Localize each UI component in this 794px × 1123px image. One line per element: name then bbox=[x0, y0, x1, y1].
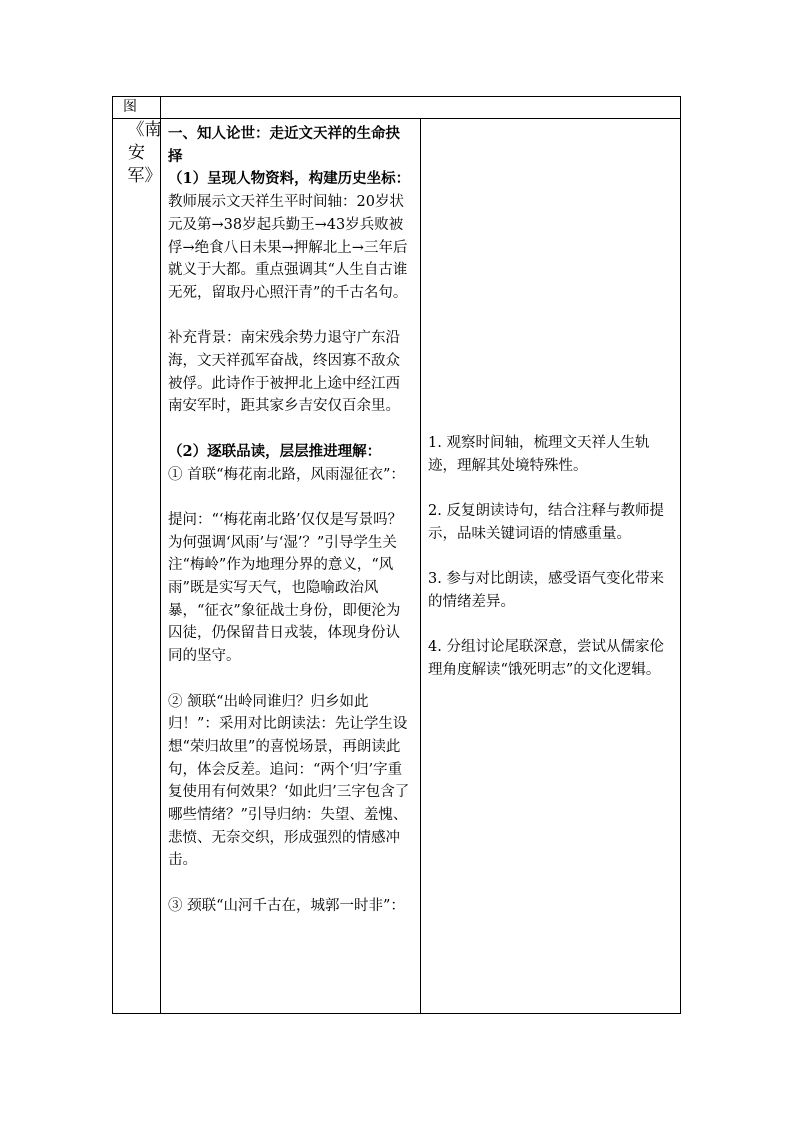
background-text: 补充背景：南宋残余势力退守广东沿海，文天祥孤军奋战，终因寡不敌众被俘。此诗作于被押北上途中经江西南安军时，距其家乡吉安仅百余里。 bbox=[168, 330, 400, 415]
teaching-content-cell bbox=[161, 119, 421, 1014]
item1-text: 提问：“‘梅花南北路’仅仅是写景吗？为何强调‘风雨’与‘湿’？”引导学生关注“梅岭”作为地理分界的意义，“风雨”既是实写天气，也隐喻政治风暴，“征衣”象征战士身份，即便沦为囚徒，仍保留昔日戎装，体现身份认同的坚守。 bbox=[168, 511, 403, 665]
item3-title: ③ 颈联“山河千古在，城郭一时非”： bbox=[168, 897, 405, 914]
header-label-cell bbox=[113, 97, 161, 119]
header-label: 图 bbox=[123, 99, 137, 115]
activity-item: 4. 分组讨论尾联深意，尝试从儒家伦理角度解读“饿死明志”的文化逻辑。 bbox=[428, 639, 664, 678]
lesson-plan-table bbox=[112, 96, 681, 1014]
activity-item: 2. 反复朗读诗句，结合注释与教师提示，品味关键词语的情感重量。 bbox=[428, 503, 664, 542]
content-row bbox=[113, 119, 681, 1014]
student-activities-cell bbox=[421, 119, 681, 1014]
step1-title: （1）呈现人物资料，构建历史坐标： bbox=[168, 170, 411, 188]
item2-text: ② 颔联“出岭同谁归？归乡如此归！”：采用对比朗读法：先让学生设想“荣归故里”的喜悦场景，再朗读此句，体会反差。追问：“两个‘归’字重复使用有何效果？‘如此归’三字包含了哪些情绪？”引导归纳：失望、羞愧、悲愤、无奈交织，形成强烈的情感冲击。 bbox=[168, 693, 410, 869]
lesson-title: 《南安军》 bbox=[127, 120, 162, 186]
step2-title: （2）逐联品读，层层推进理解： bbox=[168, 442, 382, 460]
header-empty-cell bbox=[161, 97, 681, 119]
item1-title: ① 首联“梅花南北路，风雨湿征衣”： bbox=[168, 466, 405, 483]
activity-item: 3. 参与对比朗读，感受语气变化带来的情绪差异。 bbox=[428, 571, 664, 610]
section-title: 一、知人论世：走近文天祥的生命抉择 bbox=[168, 125, 400, 165]
title-cell bbox=[113, 119, 161, 1014]
header-row bbox=[113, 97, 681, 119]
activity-item: 1. 观察时间轴，梳理文天祥人生轨迹，理解其处境特殊性。 bbox=[428, 435, 650, 474]
step1-text: 教师展示文天祥生平时间轴：20岁状元及第→38岁起兵勤王→43岁兵败被俘→绝食八日未果→押解北上→三年后就义于大都。重点强调其“人生自古谁无死，留取丹心照汗青”的千古名句。 bbox=[168, 194, 408, 301]
